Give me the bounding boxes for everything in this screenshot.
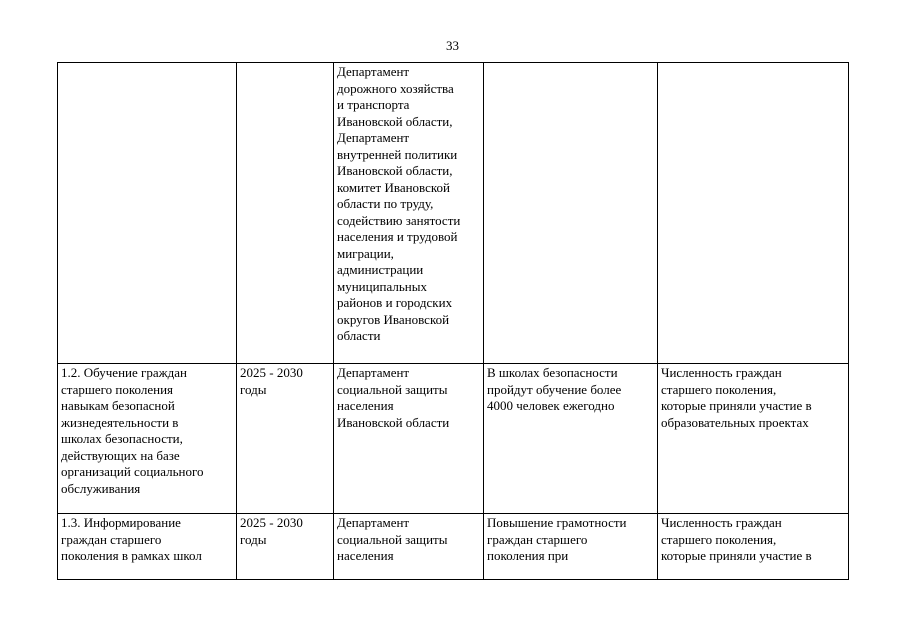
indicator-cell: [658, 364, 849, 514]
table-row: [58, 364, 849, 514]
page-number: 33: [446, 38, 459, 53]
activity-plan-table: [57, 62, 849, 580]
indicator-cell: [658, 63, 849, 364]
table-row: [58, 63, 849, 364]
result-cell: [484, 364, 658, 514]
result-cell: [484, 63, 658, 364]
table-row: [58, 514, 849, 580]
indicator-cell: [658, 514, 849, 580]
measure-cell: [58, 63, 237, 364]
measure-text: 1.2. Обучение граждан старшего поколения навыкам безопасной жизнедеятельности в школах безопасности, действующих на базе организаций социального обслуживания: [61, 365, 204, 496]
executor-text: Департамент дорожного хозяйства и транспорта Ивановской области, Департамент внутренней политики Ивановской области, комитет Ивановской области по труду, содействию занятости населения и трудовой миграции, администрации муниципальных районов и городских округов Ивановской области: [337, 64, 461, 343]
measure-cell: [58, 514, 237, 580]
period-cell: [237, 514, 334, 580]
period-text: 2025 - 2030 годы: [240, 515, 303, 547]
period-text: 2025 - 2030 годы: [240, 365, 303, 397]
indicator-text: Численность граждан старшего поколения, которые приняли участие в образовательных проектах: [661, 365, 812, 430]
executor-text: Департамент социальной защиты населения Ивановской области: [337, 365, 450, 430]
executor-cell: [334, 63, 484, 364]
period-cell: [237, 364, 334, 514]
period-cell: [237, 63, 334, 364]
executor-cell: [334, 514, 484, 580]
result-text: Повышение грамотности граждан старшего поколения при: [487, 515, 627, 563]
indicator-text: Численность граждан старшего поколения, которые приняли участие в: [661, 515, 812, 563]
measure-text: 1.3. Информирование граждан старшего поколения в рамках школ: [61, 515, 202, 563]
executor-text: Департамент социальной защиты населения: [337, 515, 448, 563]
executor-cell: [334, 364, 484, 514]
result-cell: [484, 514, 658, 580]
result-text: В школах безопасности пройдут обучение более 4000 человек ежегодно: [487, 365, 622, 413]
measure-cell: [58, 364, 237, 514]
